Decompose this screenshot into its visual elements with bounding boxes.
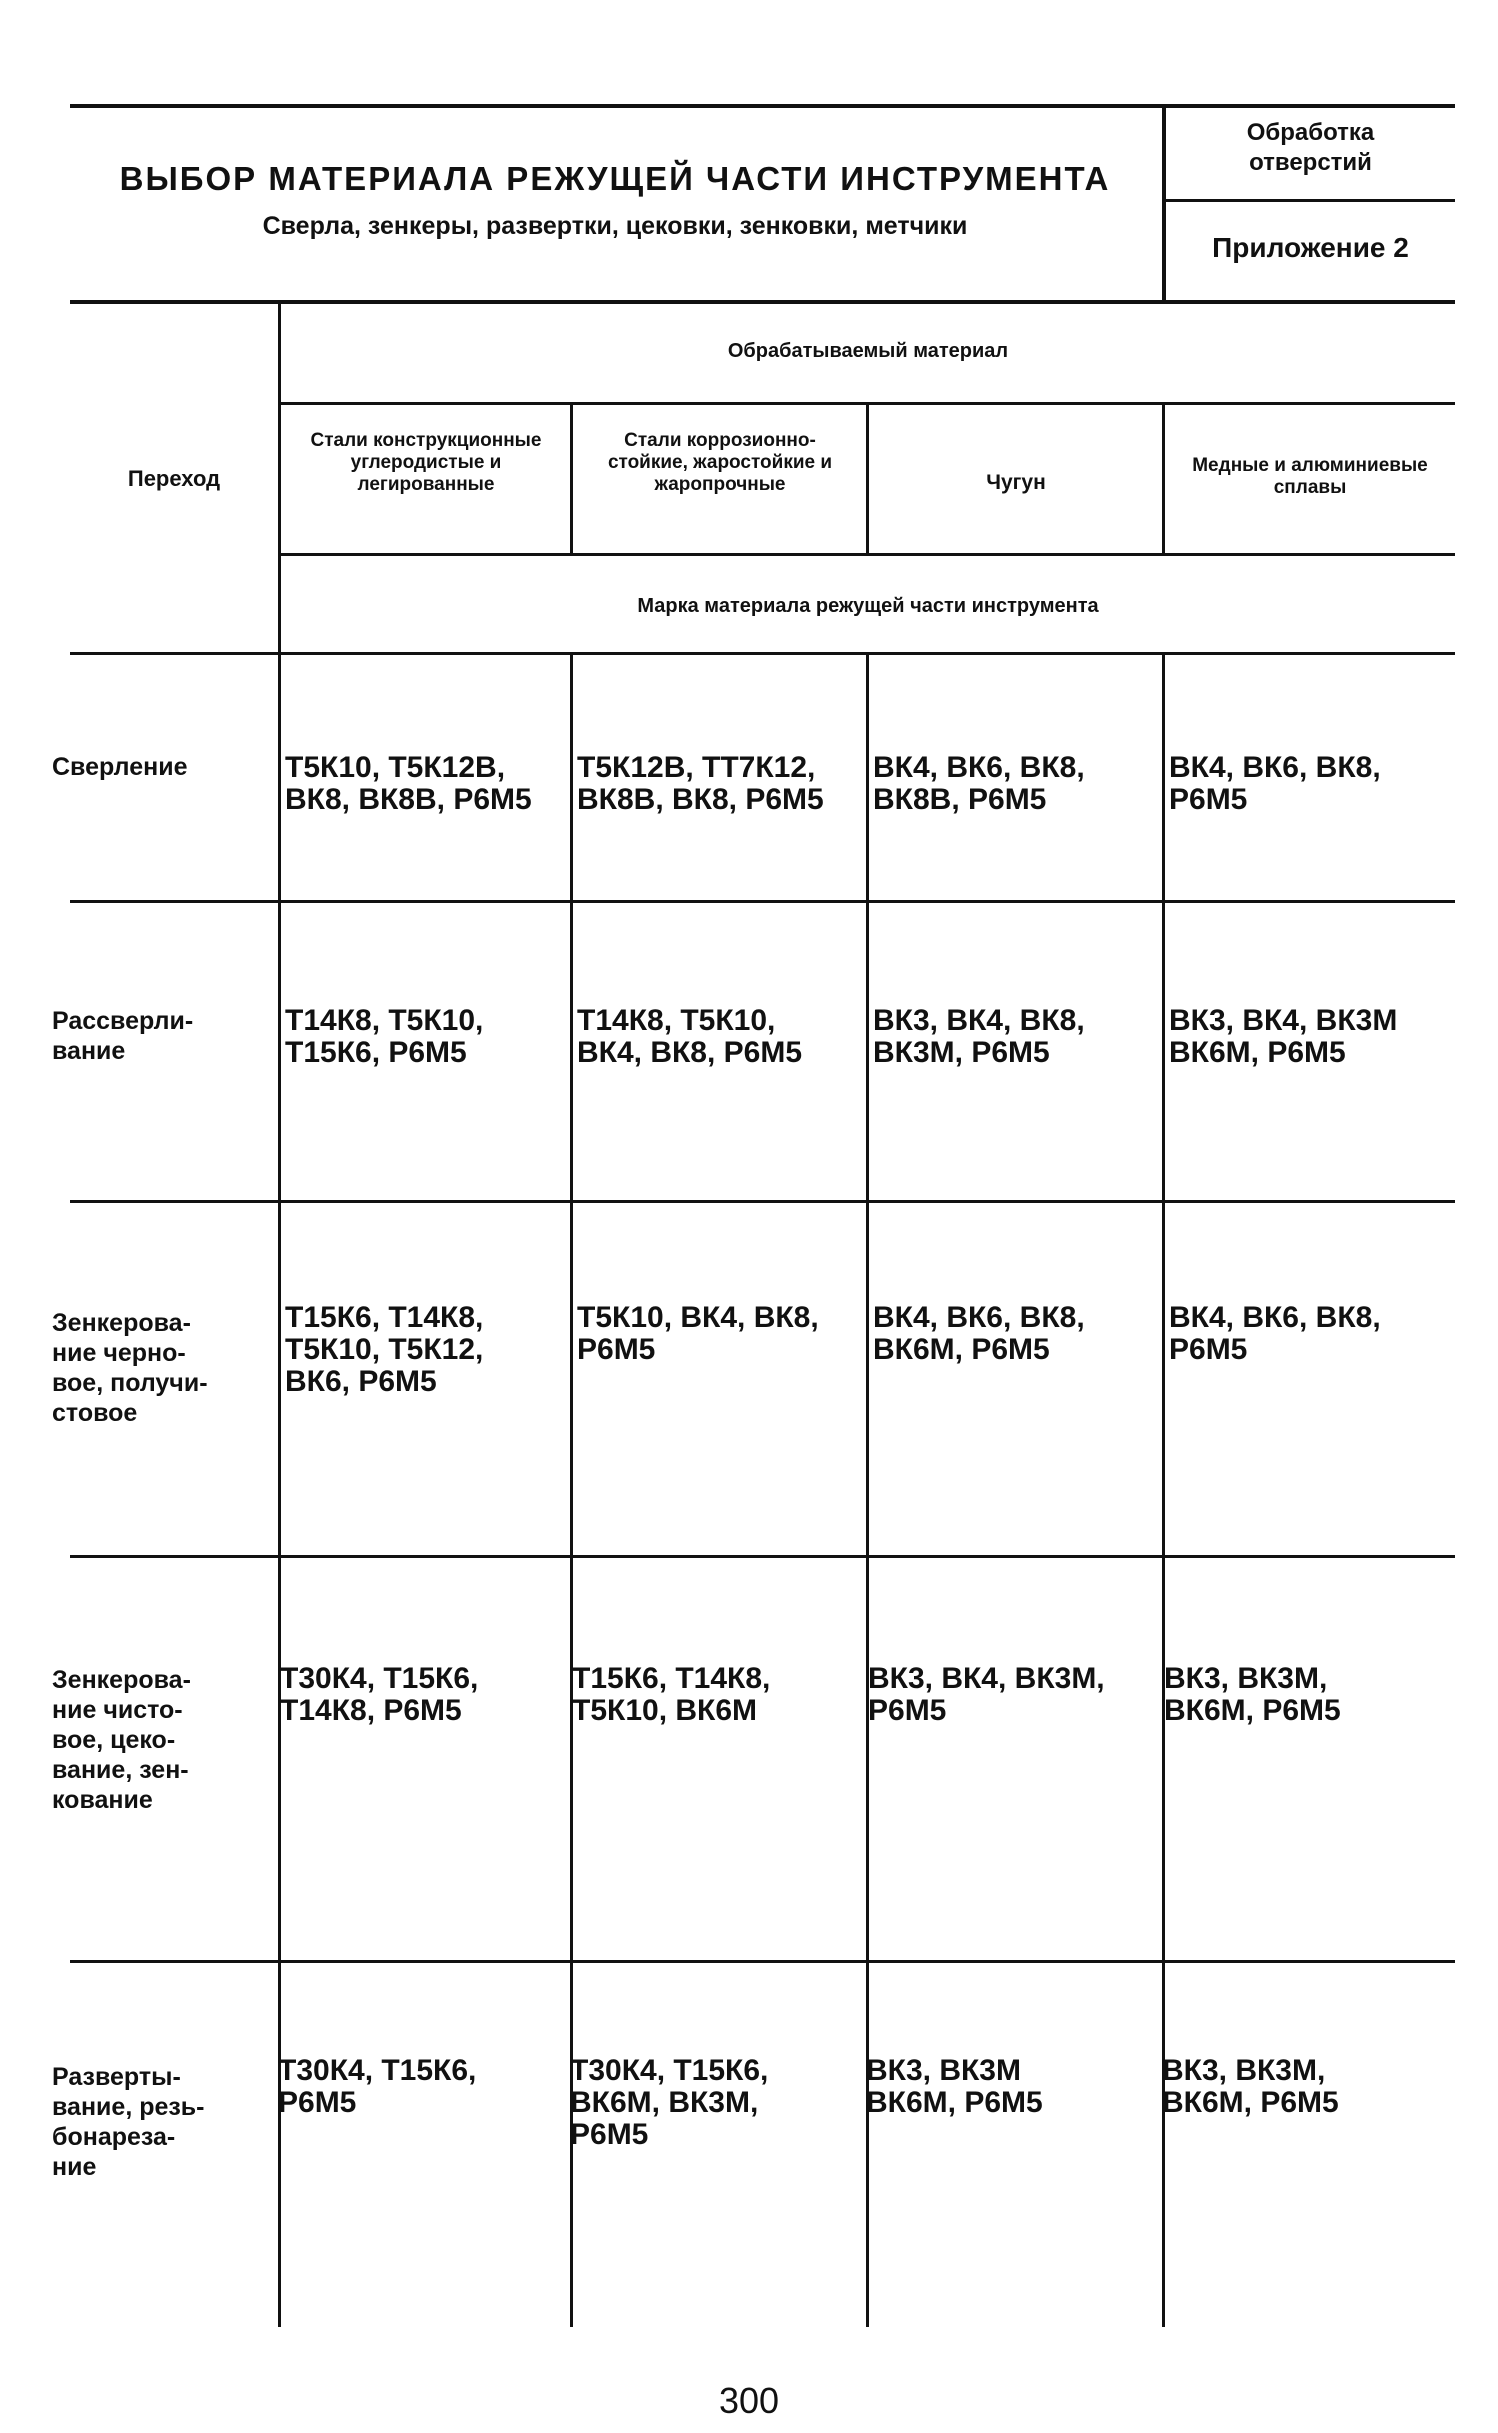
table-cell: Т5К10, ВК4, ВК8, Р6М5: [577, 1301, 819, 1366]
col-header-material-1: Стали конструкционные углеродистые и легированные: [310, 430, 542, 495]
row-label-drilling: Сверление: [52, 753, 188, 781]
head-col-divider-4: [1162, 404, 1165, 554]
col-header-grade: Марка материала режущей части инструмента: [637, 595, 1099, 617]
table-cell: Т14К8, Т5К10, Т15К6, Р6М5: [285, 1004, 484, 1069]
header-right-rule: [1164, 199, 1455, 202]
col-header-material-2: Стали коррозионно-стойкие, жаростойкие и жаропрочные: [607, 430, 833, 495]
table-cell: Т14К8, Т5К10, ВК4, ВК8, Р6М5: [577, 1004, 803, 1069]
row-separator: [70, 900, 1455, 903]
table-cell: ВК3, ВК4, ВК3М ВК6М, Р6М5: [1169, 1004, 1398, 1069]
table-cell: Т5К12В, ТТ7К12, ВК8В, ВК8, Р6М5: [577, 751, 824, 816]
row-label-rough-countersinking: Зенкерова- ние черно- вое, получи- стовое: [52, 1309, 208, 1427]
col-header-transition: Переход: [127, 466, 221, 491]
page-title: ВЫБОР МАТЕРИАЛА РЕЖУЩЕЙ ЧАСТИ ИНСТРУМЕНТА: [119, 160, 1111, 197]
header-top-rule: [70, 104, 1455, 108]
row-label-reaming-drill: Рассверли- вание: [52, 1007, 194, 1065]
table-cell: Т15К6, Т14К8, Т5К10, Т5К12, ВК6, Р6М5: [285, 1301, 484, 1398]
table-cell: Т30К4, Т15К6, Т14К8, Р6М5: [280, 1662, 479, 1727]
appendix-label: Приложение 2: [1212, 232, 1409, 263]
head-col-divider-2: [570, 404, 573, 554]
row-separator: [70, 1200, 1455, 1203]
table-cell: ВК3, ВК3М, ВК6М, Р6М5: [1164, 1662, 1341, 1727]
row-separator: [70, 1960, 1455, 1963]
section-label: [1166, 118, 1455, 178]
table-cell: ВК3, ВК3М ВК6М, Р6М5: [866, 2054, 1043, 2119]
table-cell: ВК3, ВК4, ВК8, ВК3М, Р6М5: [873, 1004, 1085, 1069]
table-cell: Т5К10, Т5К12В, ВК8, ВК8В, Р6М5: [285, 751, 532, 816]
table-cell: ВК3, ВК4, ВК3М, Р6М5: [868, 1662, 1105, 1727]
table-cell: ВК4, ВК6, ВК8, Р6М5: [1169, 1301, 1381, 1366]
table-cell: Т30К4, Т15К6, ВК6М, ВК3М, Р6М5: [570, 2054, 769, 2151]
table-cell: Т30К4, Т15К6, Р6М5: [278, 2054, 477, 2119]
row-separator: [70, 1555, 1455, 1558]
page-subtitle: Сверла, зенкеры, развертки, цековки, зенковки, метчики: [262, 212, 968, 240]
section-label-text: Обработка отверстий: [1246, 119, 1375, 176]
head-col-divider-3: [866, 404, 869, 554]
table-cell: ВК3, ВК3М, ВК6М, Р6М5: [1162, 2054, 1339, 2119]
col-header-material-3: Чугун: [986, 471, 1046, 494]
row-label-finish-countersinking: Зенкерова- ние чисто- вое, цеко- вание, зен- кование: [52, 1666, 191, 1814]
table-cell: Т15К6, Т14К8, Т5К10, ВК6М: [572, 1662, 771, 1727]
row-label-reaming-threading: Разверты- вание, резь- бонареза- ние: [52, 2063, 205, 2181]
table-cell: ВК4, ВК6, ВК8, ВК8В, Р6М5: [873, 751, 1085, 816]
page-number: 300: [718, 2380, 780, 2421]
table-cell: ВК4, ВК6, ВК8, ВК6М, Р6М5: [873, 1301, 1085, 1366]
table-cell: ВК4, ВК6, ВК8, Р6М5: [1169, 751, 1381, 816]
col-header-material-group: Обрабатываемый материал: [727, 340, 1009, 362]
col-header-material-4: Медные и алюминиевые сплавы: [1192, 455, 1428, 498]
